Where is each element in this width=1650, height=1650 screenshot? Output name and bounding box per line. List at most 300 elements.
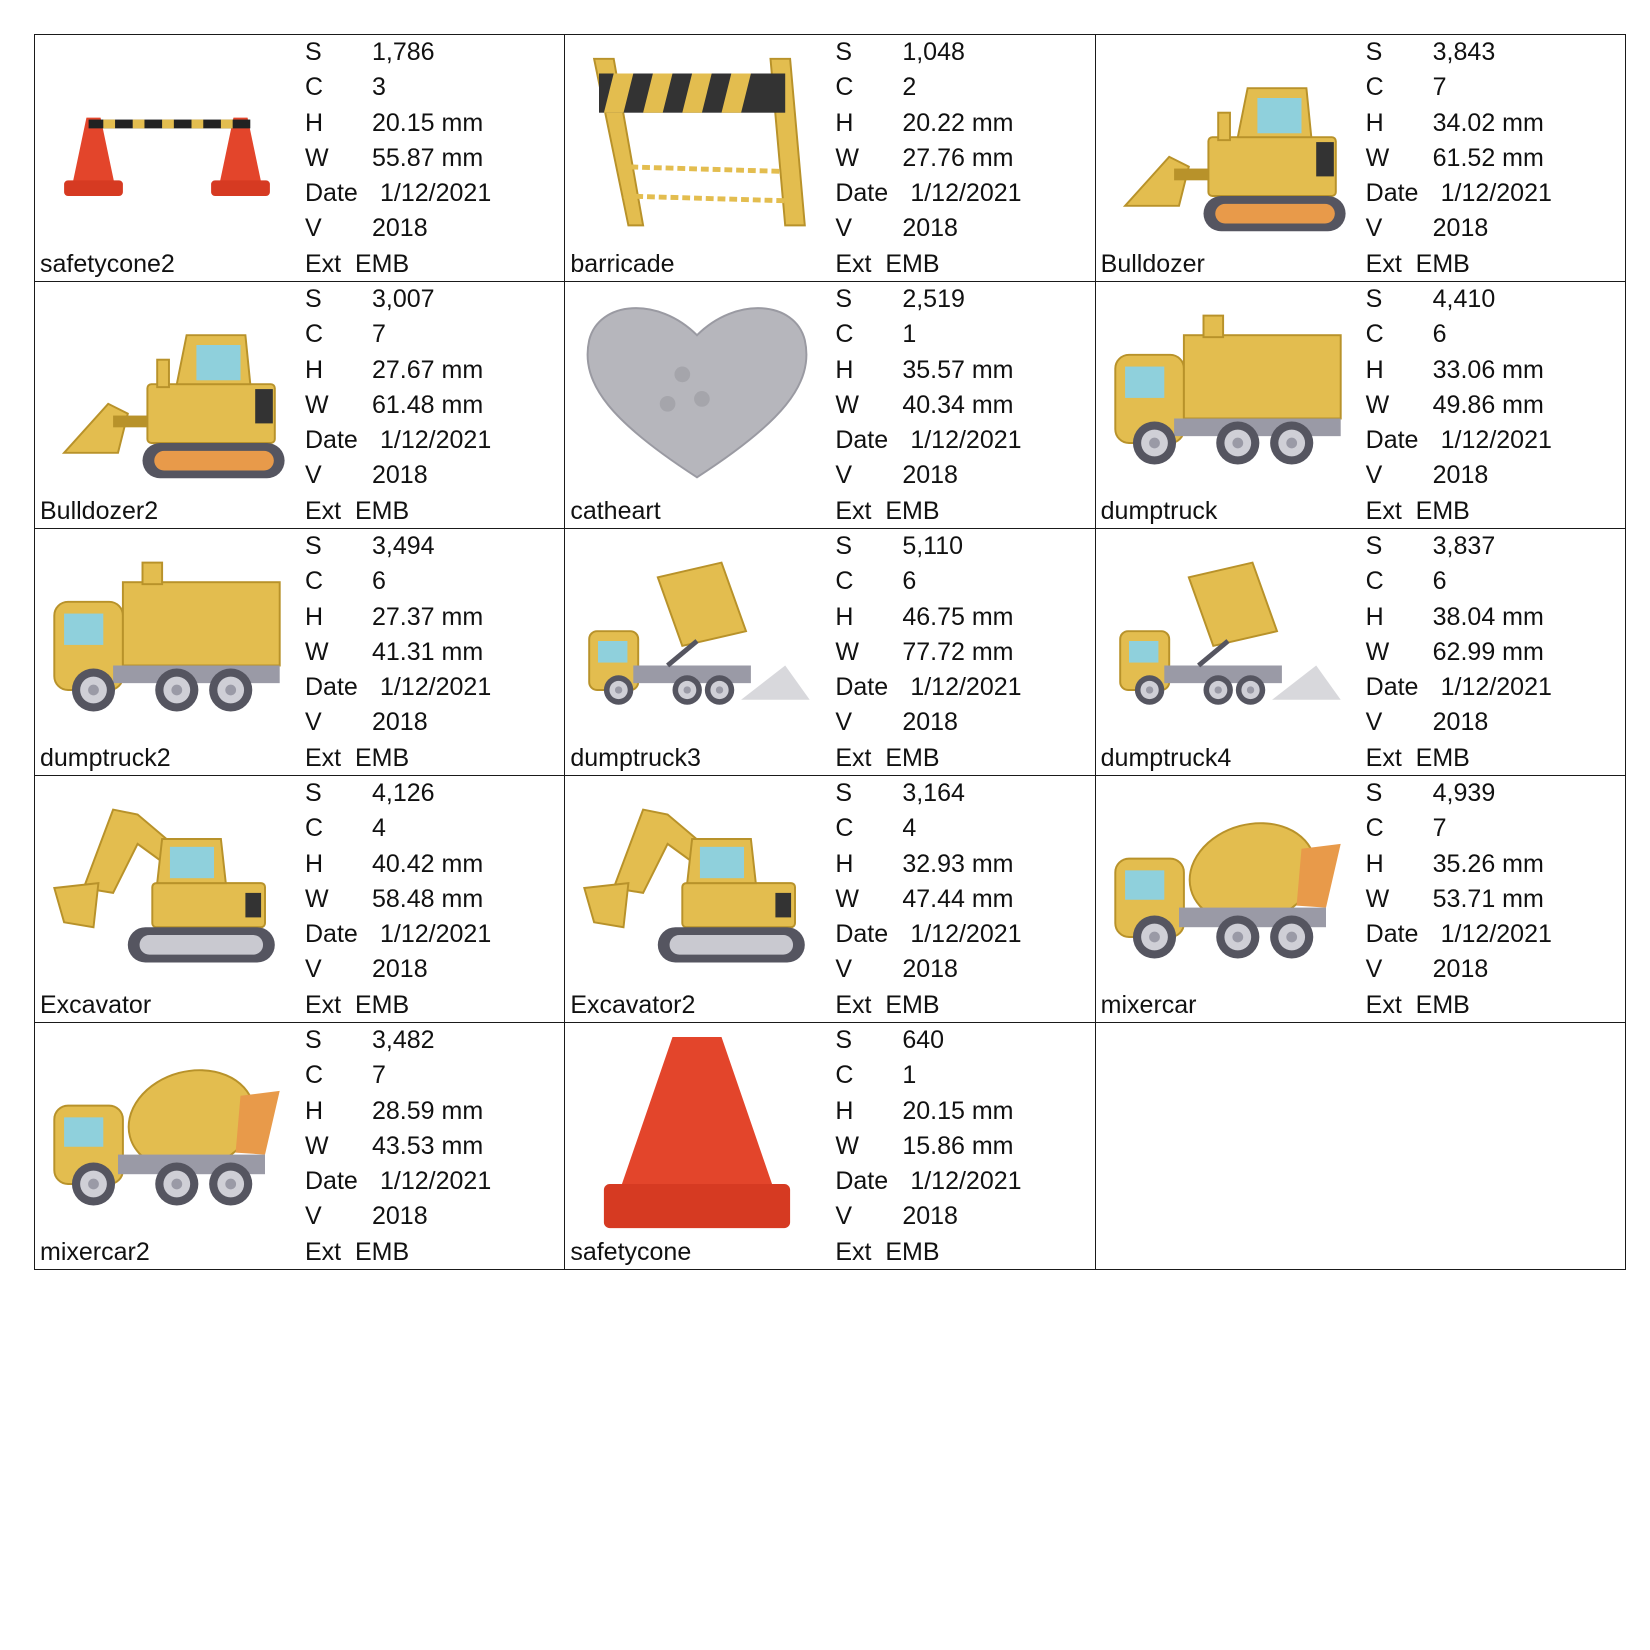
height-value: 35.26 mm <box>1432 849 1544 878</box>
date-value: 1/12/2021 <box>1440 673 1552 702</box>
height-row <box>835 600 1085 635</box>
file-extension-row <box>835 1235 1085 1270</box>
design-cell <box>1095 282 1625 529</box>
version-value: 2018 <box>372 214 428 243</box>
color-count-label: C <box>1365 320 1384 349</box>
width-value: 61.48 mm <box>372 390 484 419</box>
date-value: 1/12/2021 <box>380 426 492 455</box>
stitch-count-value: 3,494 <box>372 532 435 560</box>
height-row <box>305 1094 555 1129</box>
file-extension-row <box>835 988 1085 1023</box>
height-row <box>835 847 1085 882</box>
color-count-row <box>835 70 1085 105</box>
stitch-count-row <box>305 529 555 564</box>
file-extension-label: Ext <box>305 1237 342 1266</box>
date-value: 1/12/2021 <box>380 920 492 949</box>
file-extension-value: EMB <box>885 249 940 278</box>
stitch-count-row <box>835 529 1085 564</box>
stitch-count-label: S <box>1365 779 1383 807</box>
color-count-value: 7 <box>372 1061 386 1090</box>
width-label: W <box>1365 143 1390 172</box>
stitch-count-row <box>305 1023 555 1058</box>
stitch-count-row <box>1366 35 1616 70</box>
width-row <box>305 141 555 176</box>
width-label: W <box>305 390 329 419</box>
file-extension-label: Ext <box>1365 743 1402 772</box>
spec-list <box>305 35 555 282</box>
spec-list <box>305 282 555 529</box>
stitch-count-label: S <box>1365 285 1383 313</box>
color-count-row <box>1366 70 1616 105</box>
color-count-value: 7 <box>372 320 386 349</box>
color-count-value: 4 <box>902 814 917 843</box>
height-label: H <box>305 602 324 631</box>
color-count-row <box>835 1058 1085 1093</box>
stitch-count-row <box>305 282 555 317</box>
stitch-count-value: 4,939 <box>1432 779 1496 807</box>
file-extension-row <box>1366 494 1616 529</box>
file-extension-row <box>305 741 555 776</box>
date-row <box>835 917 1085 952</box>
version-value: 2018 <box>902 955 958 984</box>
color-count-label: C <box>835 320 854 349</box>
color-count-label: C <box>835 814 854 843</box>
stitch-count-value: 3,843 <box>1432 38 1496 66</box>
date-label: Date <box>835 1167 889 1196</box>
file-extension-label: Ext <box>305 496 342 525</box>
date-value: 1/12/2021 <box>380 1167 492 1196</box>
height-row <box>1366 600 1616 635</box>
date-label: Date <box>305 426 358 455</box>
tipping-dump-truck-icon <box>1104 543 1352 739</box>
height-value: 27.67 mm <box>372 355 484 384</box>
width-value: 49.86 mm <box>1432 390 1544 419</box>
version-label: V <box>835 955 853 984</box>
design-name: Excavator2 <box>570 991 696 1019</box>
date-value: 1/12/2021 <box>910 179 1022 208</box>
version-row <box>1366 705 1616 740</box>
file-extension-row <box>305 494 555 529</box>
file-extension-label: Ext <box>305 743 342 772</box>
width-label: W <box>1365 637 1390 666</box>
stitch-count-row <box>305 776 555 811</box>
spec-list <box>835 1023 1085 1270</box>
spec-list <box>1366 776 1616 1023</box>
width-value: 40.34 mm <box>902 390 1014 419</box>
stitch-count-row <box>835 282 1085 317</box>
width-row <box>305 1129 555 1164</box>
height-value: 46.75 mm <box>902 602 1014 631</box>
version-label: V <box>1365 708 1383 737</box>
file-extension-label: Ext <box>835 990 872 1019</box>
tipping-dump-truck-icon <box>573 543 821 739</box>
excavator-icon <box>43 790 291 986</box>
design-name: safetycone2 <box>40 250 175 278</box>
stitch-count-label: S <box>835 1026 853 1054</box>
design-cell <box>35 776 565 1023</box>
design-name: mixercar <box>1100 991 1197 1019</box>
stitch-count-value: 4,126 <box>372 779 435 807</box>
color-count-row <box>305 1058 555 1093</box>
height-value: 20.22 mm <box>902 108 1014 137</box>
stitch-count-label: S <box>835 285 853 313</box>
date-row <box>835 1164 1085 1199</box>
date-label: Date <box>835 426 889 455</box>
file-extension-value: EMB <box>355 496 410 525</box>
version-value: 2018 <box>902 214 958 243</box>
design-cell <box>565 35 1095 282</box>
spec-list <box>835 776 1085 1023</box>
width-label: W <box>835 884 859 913</box>
stitch-count-row <box>1366 776 1616 811</box>
width-label: W <box>1365 390 1390 419</box>
excavator-icon <box>573 790 821 986</box>
width-row <box>1366 141 1616 176</box>
height-value: 20.15 mm <box>372 108 484 137</box>
version-label: V <box>305 708 322 737</box>
height-label: H <box>835 602 854 631</box>
bulldozer-icon <box>43 296 291 492</box>
height-value: 38.04 mm <box>1432 602 1544 631</box>
version-row <box>835 211 1085 246</box>
version-label: V <box>835 214 853 243</box>
width-value: 58.48 mm <box>372 884 484 913</box>
height-row <box>1366 353 1616 388</box>
width-value: 61.52 mm <box>1432 143 1544 172</box>
version-value: 2018 <box>372 461 428 490</box>
color-count-value: 3 <box>372 73 386 102</box>
stitch-count-value: 3,837 <box>1432 532 1496 560</box>
color-count-value: 6 <box>1432 320 1447 349</box>
version-label: V <box>305 1202 322 1231</box>
design-name: Bulldozer2 <box>40 497 159 525</box>
version-row <box>835 952 1085 987</box>
width-label: W <box>835 143 859 172</box>
file-extension-value: EMB <box>1415 249 1470 278</box>
width-row <box>835 141 1085 176</box>
version-row <box>305 705 555 740</box>
height-label: H <box>305 108 324 137</box>
date-value: 1/12/2021 <box>1440 179 1552 208</box>
date-label: Date <box>835 673 889 702</box>
dump-truck-icon <box>43 543 291 739</box>
stitch-count-row <box>835 1023 1085 1058</box>
date-row <box>1366 670 1616 705</box>
file-extension-label: Ext <box>305 249 342 278</box>
design-name: dumptruck <box>1100 497 1218 525</box>
design-cell <box>35 35 565 282</box>
color-count-label: C <box>305 567 324 596</box>
dump-truck-icon <box>1104 296 1352 492</box>
date-value: 1/12/2021 <box>910 673 1022 702</box>
height-label: H <box>305 1096 324 1125</box>
width-label: W <box>835 1131 859 1160</box>
design-cell <box>35 529 565 776</box>
color-count-label: C <box>835 567 854 596</box>
color-count-label: C <box>835 1061 854 1090</box>
color-count-value: 4 <box>372 814 386 843</box>
height-row <box>835 353 1085 388</box>
file-extension-label: Ext <box>835 1237 872 1266</box>
spec-list <box>835 35 1085 282</box>
color-count-row <box>835 564 1085 599</box>
date-label: Date <box>1365 673 1419 702</box>
version-row <box>305 1199 555 1234</box>
color-count-label: C <box>305 73 324 102</box>
date-row <box>305 1164 555 1199</box>
design-name: safetycone <box>570 1238 692 1266</box>
width-value: 15.86 mm <box>902 1131 1014 1160</box>
width-label: W <box>305 1131 329 1160</box>
width-value: 77.72 mm <box>902 637 1014 666</box>
date-row <box>835 670 1085 705</box>
stitch-count-value: 1,048 <box>902 38 965 66</box>
color-count-value: 7 <box>1432 814 1447 843</box>
design-name: Bulldozer <box>1100 250 1205 278</box>
design-name: dumptruck4 <box>1100 744 1232 772</box>
design-cell <box>1095 776 1625 1023</box>
stitch-count-row <box>835 35 1085 70</box>
stitch-count-value: 5,110 <box>902 532 964 560</box>
design-grid <box>34 34 1626 1270</box>
color-count-value: 6 <box>1432 567 1447 596</box>
version-value: 2018 <box>1432 955 1489 984</box>
color-count-row <box>1366 317 1616 352</box>
date-label: Date <box>1365 426 1419 455</box>
height-row <box>1366 847 1616 882</box>
height-row <box>305 106 555 141</box>
width-label: W <box>305 884 329 913</box>
height-label: H <box>835 849 854 878</box>
version-value: 2018 <box>902 708 958 737</box>
color-count-row <box>305 317 555 352</box>
design-catalog-sheet <box>34 34 1626 1270</box>
date-value: 1/12/2021 <box>910 426 1022 455</box>
width-label: W <box>305 637 329 666</box>
height-row <box>835 1094 1085 1129</box>
date-value: 1/12/2021 <box>380 179 492 208</box>
date-value: 1/12/2021 <box>1440 920 1552 949</box>
design-cell <box>1095 35 1625 282</box>
stitch-count-label: S <box>835 38 853 66</box>
width-row <box>305 635 555 670</box>
width-value: 53.71 mm <box>1432 884 1544 913</box>
color-count-value: 7 <box>1432 73 1447 102</box>
height-row <box>305 600 555 635</box>
spec-list <box>305 776 555 1023</box>
stitch-count-label: S <box>305 779 322 807</box>
stitch-count-row <box>835 776 1085 811</box>
file-extension-label: Ext <box>835 249 872 278</box>
height-label: H <box>1365 355 1384 384</box>
barricade-icon <box>573 49 821 245</box>
height-row <box>1366 106 1616 141</box>
safety-cone-pair-icon <box>43 49 291 245</box>
color-count-row <box>835 811 1085 846</box>
version-value: 2018 <box>1432 708 1489 737</box>
date-label: Date <box>835 920 889 949</box>
file-extension-label: Ext <box>1365 249 1402 278</box>
design-name: mixercar2 <box>40 1238 150 1266</box>
file-extension-label: Ext <box>1365 990 1402 1019</box>
file-extension-label: Ext <box>835 496 872 525</box>
width-label: W <box>305 143 329 172</box>
empty-cell <box>1095 1023 1625 1270</box>
width-row <box>835 635 1085 670</box>
version-row <box>1366 458 1616 493</box>
date-row <box>305 423 555 458</box>
width-row <box>305 388 555 423</box>
height-label: H <box>835 355 854 384</box>
width-value: 27.76 mm <box>902 143 1014 172</box>
date-label: Date <box>305 1167 358 1196</box>
date-label: Date <box>1365 179 1419 208</box>
version-label: V <box>305 955 322 984</box>
version-value: 2018 <box>902 461 958 490</box>
date-row <box>1366 423 1616 458</box>
width-value: 62.99 mm <box>1432 637 1544 666</box>
stitch-count-label: S <box>305 1026 322 1054</box>
version-label: V <box>305 461 322 490</box>
date-row <box>305 917 555 952</box>
stitch-count-label: S <box>305 532 322 560</box>
file-extension-value: EMB <box>885 990 940 1019</box>
design-name: dumptruck3 <box>570 744 701 772</box>
stitch-count-label: S <box>835 779 853 807</box>
version-row <box>1366 952 1616 987</box>
width-value: 55.87 mm <box>372 143 484 172</box>
design-name: dumptruck2 <box>40 744 171 772</box>
version-row <box>835 705 1085 740</box>
height-label: H <box>835 1096 854 1125</box>
stitch-count-value: 4,410 <box>1432 285 1496 313</box>
file-extension-row <box>305 1235 555 1270</box>
height-label: H <box>305 849 324 878</box>
file-extension-value: EMB <box>355 1237 410 1266</box>
safety-cone-icon <box>573 1037 821 1233</box>
width-row <box>1366 388 1616 423</box>
version-row <box>305 952 555 987</box>
height-row <box>835 106 1085 141</box>
version-label: V <box>835 461 853 490</box>
height-value: 33.06 mm <box>1432 355 1544 384</box>
version-row <box>835 1199 1085 1234</box>
design-cell <box>565 282 1095 529</box>
bulldozer-icon <box>1104 49 1352 245</box>
color-count-row <box>1366 811 1616 846</box>
color-count-label: C <box>835 73 854 102</box>
color-count-value: 6 <box>372 567 386 596</box>
color-count-label: C <box>305 1061 324 1090</box>
spec-list <box>835 282 1085 529</box>
color-count-row <box>305 811 555 846</box>
color-count-label: C <box>1365 567 1384 596</box>
date-value: 1/12/2021 <box>910 1167 1022 1196</box>
file-extension-row <box>1366 988 1616 1023</box>
version-row <box>305 211 555 246</box>
stitch-count-row <box>305 35 555 70</box>
height-label: H <box>1365 602 1384 631</box>
height-row <box>305 353 555 388</box>
height-label: H <box>1365 849 1384 878</box>
file-extension-value: EMB <box>1415 990 1470 1019</box>
file-extension-label: Ext <box>835 743 872 772</box>
version-label: V <box>305 214 322 243</box>
height-value: 20.15 mm <box>902 1096 1014 1125</box>
file-extension-row <box>835 494 1085 529</box>
height-value: 34.02 mm <box>1432 108 1544 137</box>
color-count-value: 1 <box>902 1061 917 1090</box>
color-count-value: 6 <box>902 567 917 596</box>
color-count-label: C <box>305 320 324 349</box>
date-value: 1/12/2021 <box>910 920 1022 949</box>
date-label: Date <box>835 179 889 208</box>
version-value: 2018 <box>1432 214 1489 243</box>
file-extension-value: EMB <box>885 496 940 525</box>
design-cell <box>565 529 1095 776</box>
height-value: 28.59 mm <box>372 1096 484 1125</box>
color-count-label: C <box>1365 73 1384 102</box>
date-value: 1/12/2021 <box>1440 426 1552 455</box>
width-row <box>835 1129 1085 1164</box>
file-extension-value: EMB <box>355 990 410 1019</box>
height-row <box>305 847 555 882</box>
design-cell <box>565 776 1095 1023</box>
design-cell <box>35 1023 565 1270</box>
date-label: Date <box>305 179 358 208</box>
stitch-count-row <box>1366 282 1616 317</box>
width-value: 43.53 mm <box>372 1131 484 1160</box>
file-extension-row <box>1366 247 1616 282</box>
width-label: W <box>835 637 859 666</box>
design-name: catheart <box>570 497 661 525</box>
color-count-label: C <box>1365 814 1384 843</box>
color-count-label: C <box>305 814 324 843</box>
width-label: W <box>1365 884 1390 913</box>
spec-list <box>1366 35 1616 282</box>
date-label: Date <box>305 920 358 949</box>
file-extension-row <box>1366 741 1616 776</box>
color-count-row <box>305 70 555 105</box>
file-extension-value: EMB <box>885 1237 940 1266</box>
design-cell <box>35 282 565 529</box>
file-extension-row <box>835 247 1085 282</box>
version-value: 2018 <box>372 955 428 984</box>
spec-list <box>1366 529 1616 776</box>
color-count-row <box>305 564 555 599</box>
heart-icon <box>573 296 821 492</box>
cement-mixer-icon <box>1104 790 1352 986</box>
date-row <box>1366 176 1616 211</box>
stitch-count-label: S <box>1365 38 1383 66</box>
version-label: V <box>835 708 853 737</box>
stitch-count-label: S <box>305 38 322 66</box>
date-row <box>1366 917 1616 952</box>
cement-mixer-icon <box>43 1037 291 1233</box>
version-row <box>835 458 1085 493</box>
design-name: Excavator <box>40 991 152 1019</box>
stitch-count-label: S <box>835 532 853 560</box>
version-row <box>305 458 555 493</box>
stitch-count-row <box>1366 529 1616 564</box>
version-value: 2018 <box>902 1202 958 1231</box>
color-count-value: 1 <box>902 320 917 349</box>
color-count-row <box>835 317 1085 352</box>
stitch-count-label: S <box>305 285 322 313</box>
width-row <box>835 882 1085 917</box>
stitch-count-value: 640 <box>902 1026 945 1054</box>
width-row <box>835 388 1085 423</box>
